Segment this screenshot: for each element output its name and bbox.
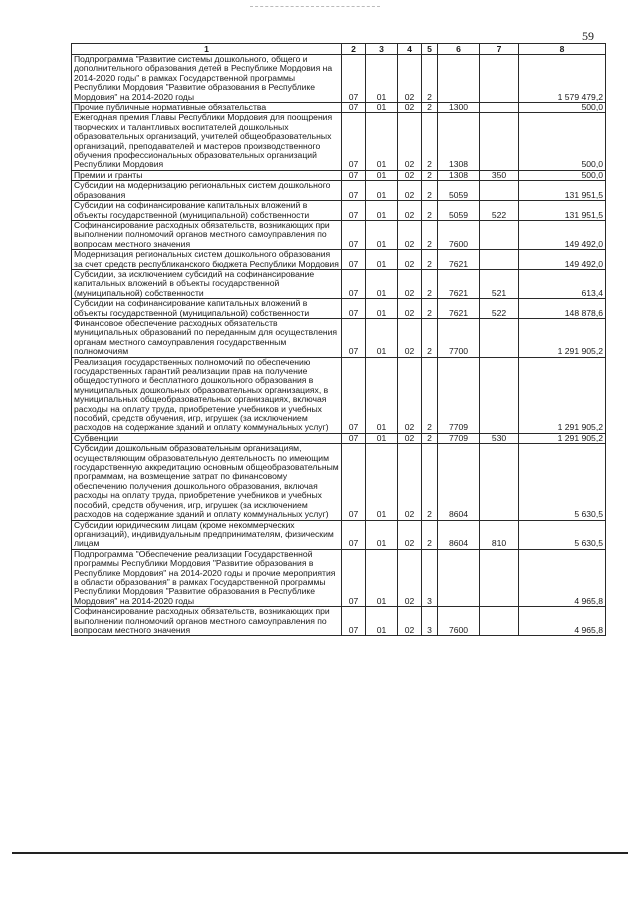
subprogram-code-cell: 2	[422, 444, 438, 520]
program-code-cell: 02	[398, 201, 422, 221]
program-code-cell: 02	[398, 318, 422, 357]
header-cell: 1	[72, 44, 342, 55]
row-name-cell: Софинансирование расходных обязательств, возникающих при выполнении полномочий органов местного самоуправления по вопросам местного значения	[72, 607, 342, 636]
section-code-cell: 07	[342, 433, 366, 443]
budget-table	[71, 43, 606, 636]
article-code-cell: 1300	[438, 103, 480, 113]
section-code-cell: 07	[342, 220, 366, 249]
expense-type-cell	[480, 181, 519, 201]
program-code-cell: 02	[398, 113, 422, 170]
expense-type-cell	[480, 318, 519, 357]
table-row	[72, 357, 606, 433]
article-code-cell: 7600	[438, 220, 480, 249]
article-code-cell: 7621	[438, 250, 480, 270]
table-row	[72, 170, 606, 180]
program-code-cell: 02	[398, 433, 422, 443]
expense-type-cell	[480, 220, 519, 249]
expense-type-cell	[480, 55, 519, 103]
section-code-cell: 07	[342, 549, 366, 606]
expense-type-cell	[480, 607, 519, 636]
article-code-cell: 7600	[438, 607, 480, 636]
article-code-cell	[438, 549, 480, 606]
section-code-cell: 07	[342, 607, 366, 636]
subprogram-code-cell: 2	[422, 250, 438, 270]
subprogram-code-cell: 2	[422, 220, 438, 249]
article-code-cell: 5059	[438, 181, 480, 201]
section-code-cell: 07	[342, 520, 366, 549]
article-code-cell: 8604	[438, 444, 480, 520]
amount-cell: 500,0	[519, 170, 606, 180]
table-body	[72, 55, 606, 636]
expense-type-cell	[480, 103, 519, 113]
amount-cell: 149 492,0	[519, 220, 606, 249]
header-cell: 3	[366, 44, 398, 55]
expense-type-cell: 522	[480, 299, 519, 319]
amount-cell: 131 951,5	[519, 201, 606, 221]
expense-type-cell: 522	[480, 201, 519, 221]
subprogram-code-cell: 2	[422, 357, 438, 433]
article-code-cell: 1308	[438, 113, 480, 170]
row-name-cell: Финансовое обеспечение расходных обязательств муниципальных образований по переданным для осуществления органам местного самоуправления государственным полномочиям	[72, 318, 342, 357]
article-code-cell: 8604	[438, 520, 480, 549]
amount-cell: 1 291 905,2	[519, 318, 606, 357]
amount-cell: 148 878,6	[519, 299, 606, 319]
amount-cell: 613,4	[519, 269, 606, 298]
footer-rule	[12, 852, 628, 854]
amount-cell: 4 965,8	[519, 549, 606, 606]
subprogram-code-cell: 2	[422, 170, 438, 180]
table-row	[72, 250, 606, 270]
section-code-cell: 07	[342, 357, 366, 433]
header-cell: 2	[342, 44, 366, 55]
table-row	[72, 299, 606, 319]
row-name-cell: Премии и гранты	[72, 170, 342, 180]
header-cell: 7	[480, 44, 519, 55]
header-cell: 8	[519, 44, 606, 55]
section-code-cell: 07	[342, 444, 366, 520]
amount-cell: 4 965,8	[519, 607, 606, 636]
table-row	[72, 103, 606, 113]
amount-cell: 149 492,0	[519, 250, 606, 270]
expense-type-cell	[480, 113, 519, 170]
row-name-cell: Модернизация региональных систем дошкольного образования за счет средств республиканского бюджета Республики Мордовия	[72, 250, 342, 270]
subsection-code-cell: 01	[366, 433, 398, 443]
subprogram-code-cell: 2	[422, 269, 438, 298]
amount-cell: 500,0	[519, 103, 606, 113]
article-code-cell: 7621	[438, 269, 480, 298]
expense-type-cell: 530	[480, 433, 519, 443]
subprogram-code-cell: 2	[422, 181, 438, 201]
expense-type-cell: 521	[480, 269, 519, 298]
article-code-cell: 7621	[438, 299, 480, 319]
row-name-cell: Софинансирование расходных обязательств, возникающих при выполнении полномочий органов местного самоуправления по вопросам местного значения	[72, 220, 342, 249]
row-name-cell: Субвенции	[72, 433, 342, 443]
row-name-cell: Подпрограмма "Обеспечение реализации Государственной программы Республики Мордовия "Развитие образования в Республике Мордовия" на 2014-2020 годы и прочие мероприятия в области образования" в рамках Государственной программы Республики Мордовия "Развитие образования в Республике Мордовия" на 2014-2020 годы	[72, 549, 342, 606]
article-code-cell: 7709	[438, 357, 480, 433]
program-code-cell: 02	[398, 269, 422, 298]
program-code-cell: 02	[398, 220, 422, 249]
row-name-cell: Субсидии на модернизацию региональных систем дошкольного образования	[72, 181, 342, 201]
expense-type-cell	[480, 444, 519, 520]
section-code-cell: 07	[342, 250, 366, 270]
table-row	[72, 181, 606, 201]
expense-type-cell	[480, 549, 519, 606]
subsection-code-cell: 01	[366, 299, 398, 319]
row-name-cell: Субсидии юридическим лицам (кроме некоммерческих организаций), индивидуальным предпринимателям, физическим лицам	[72, 520, 342, 549]
header-row	[72, 44, 606, 55]
subsection-code-cell: 01	[366, 181, 398, 201]
amount-cell: 5 630,5	[519, 520, 606, 549]
section-code-cell: 07	[342, 113, 366, 170]
table-row	[72, 444, 606, 520]
table-row	[72, 549, 606, 606]
subsection-code-cell: 01	[366, 103, 398, 113]
subprogram-code-cell: 2	[422, 318, 438, 357]
article-code-cell: 1308	[438, 170, 480, 180]
subprogram-code-cell: 2	[422, 433, 438, 443]
amount-cell: 1 291 905,2	[519, 357, 606, 433]
subprogram-code-cell: 2	[422, 103, 438, 113]
subsection-code-cell: 01	[366, 549, 398, 606]
table-row	[72, 433, 606, 443]
subsection-code-cell: 01	[366, 55, 398, 103]
program-code-cell: 02	[398, 299, 422, 319]
article-code-cell	[438, 55, 480, 103]
article-code-cell: 7700	[438, 318, 480, 357]
page-number: 59	[582, 29, 594, 43]
amount-cell: 5 630,5	[519, 444, 606, 520]
header-cell: 6	[438, 44, 480, 55]
section-code-cell: 07	[342, 103, 366, 113]
subsection-code-cell: 01	[366, 250, 398, 270]
row-name-cell: Ежегодная премия Главы Республики Мордовия для поощрения творческих и талантливых воспитателей дошкольных образовательных организаций, учителей общеобразовательных организаций, преподавателей и мастеров производственного обучения профессиональных образовательных организаций Республики Мордовия	[72, 113, 342, 170]
table-row	[72, 269, 606, 298]
expense-type-cell	[480, 250, 519, 270]
program-code-cell: 02	[398, 250, 422, 270]
header-cell: 5	[422, 44, 438, 55]
table-row	[72, 220, 606, 249]
table-row	[72, 318, 606, 357]
row-name-cell: Субсидии, за исключением субсидий на софинансирование капитальных вложений в объекты государственной (муниципальной) собственности	[72, 269, 342, 298]
top-mark	[250, 6, 380, 7]
program-code-cell: 02	[398, 444, 422, 520]
subprogram-code-cell: 2	[422, 113, 438, 170]
program-code-cell: 02	[398, 170, 422, 180]
program-code-cell: 02	[398, 357, 422, 433]
expense-type-cell	[480, 357, 519, 433]
subprogram-code-cell: 2	[422, 55, 438, 103]
section-code-cell: 07	[342, 299, 366, 319]
expense-type-cell: 810	[480, 520, 519, 549]
subsection-code-cell: 01	[366, 318, 398, 357]
row-name-cell: Субсидии на софинансирование капитальных вложений в объекты государственной (муниципальной) собственности	[72, 201, 342, 221]
table-row	[72, 201, 606, 221]
program-code-cell: 02	[398, 607, 422, 636]
program-code-cell: 02	[398, 103, 422, 113]
section-code-cell: 07	[342, 181, 366, 201]
section-code-cell: 07	[342, 170, 366, 180]
section-code-cell: 07	[342, 269, 366, 298]
subsection-code-cell: 01	[366, 201, 398, 221]
table-row	[72, 113, 606, 170]
subsection-code-cell: 01	[366, 170, 398, 180]
subsection-code-cell: 01	[366, 444, 398, 520]
amount-cell: 1 579 479,2	[519, 55, 606, 103]
table-row	[72, 55, 606, 103]
program-code-cell: 02	[398, 549, 422, 606]
row-name-cell: Прочие публичные нормативные обязательства	[72, 103, 342, 113]
subsection-code-cell: 01	[366, 220, 398, 249]
row-name-cell: Реализация государственных полномочий по обеспечению государственных гарантий реализации прав на получение общедоступного и бесплатного дошкольного образования в муниципальных дошкольных образовательных организациях, в муниципальных общеобразовательных организациях, включая расходы на оплату труда, приобретение учебников и учебных пособий, средств обучения, игр, игрушек (за исключением расходов на содержание зданий и оплату коммунальных услуг)	[72, 357, 342, 433]
subprogram-code-cell: 2	[422, 201, 438, 221]
subsection-code-cell: 01	[366, 607, 398, 636]
subprogram-code-cell: 3	[422, 607, 438, 636]
amount-cell: 131 951,5	[519, 181, 606, 201]
subprogram-code-cell: 2	[422, 520, 438, 549]
subprogram-code-cell: 2	[422, 299, 438, 319]
subsection-code-cell: 01	[366, 113, 398, 170]
program-code-cell: 02	[398, 520, 422, 549]
table-row	[72, 607, 606, 636]
program-code-cell: 02	[398, 181, 422, 201]
table-row	[72, 520, 606, 549]
row-name-cell: Субсидии дошкольным образовательным организациям, осуществляющим образовательную деятельность по имеющим государственную аккредитацию основным общеобразовательным программам, на возмещение затрат по финансовому обеспечению получения дошкольного образования, включая расходы на оплату труда, приобретение учебников и учебных пособий, средств обучения, игр, игрушек (за исключением расходов на содержание зданий и оплату коммунальных услуг)	[72, 444, 342, 520]
section-code-cell: 07	[342, 318, 366, 357]
subprogram-code-cell: 3	[422, 549, 438, 606]
amount-cell: 1 291 905,2	[519, 433, 606, 443]
subsection-code-cell: 01	[366, 357, 398, 433]
article-code-cell: 7709	[438, 433, 480, 443]
article-code-cell: 5059	[438, 201, 480, 221]
expense-type-cell: 350	[480, 170, 519, 180]
row-name-cell: Субсидии на софинансирование капитальных вложений в объекты государственной (муниципальной) собственности	[72, 299, 342, 319]
row-name-cell: Подпрограмма "Развитие системы дошкольного, общего и дополнительного образования детей в Республике Мордовия на 2014-2020 годы" в рамках Государственной программы Республики Мордовия "Развитие образования в Республике Мордовия" на 2014-2020 годы	[72, 55, 342, 103]
subsection-code-cell: 01	[366, 269, 398, 298]
section-code-cell: 07	[342, 55, 366, 103]
header-cell: 4	[398, 44, 422, 55]
subsection-code-cell: 01	[366, 520, 398, 549]
program-code-cell: 02	[398, 55, 422, 103]
section-code-cell: 07	[342, 201, 366, 221]
amount-cell: 500,0	[519, 113, 606, 170]
